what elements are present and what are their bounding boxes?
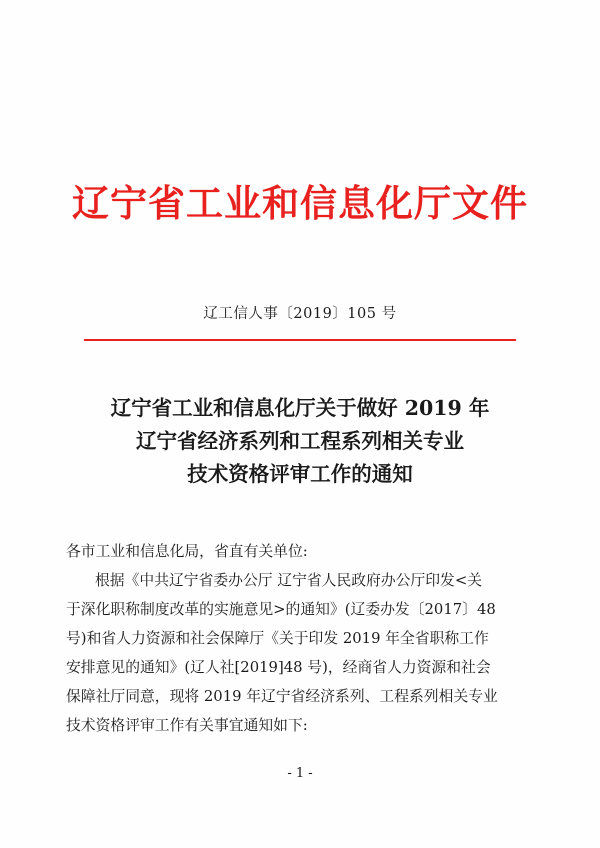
- notice-title: [0, 392, 600, 491]
- paragraph-line: 根据《中共辽宁省委办公厅 辽宁省人民政府办公厅印发<关: [95, 572, 483, 589]
- notice-title-line-3: 技术资格评审工作的通知: [187, 462, 413, 486]
- paragraph-line: 技术资格评审工作有关事宜通知如下:: [66, 717, 308, 734]
- paragraph-line: 保障社厅同意，现将 2019 年辽宁省经济系列、工程系列相关专业: [66, 688, 498, 705]
- red-divider-line: [84, 339, 516, 341]
- notice-title-line-1: 辽宁省工业和信息化厅关于做好 2019 年: [110, 396, 490, 420]
- addressee: 各市工业和信息化局，省直有关单位:: [66, 543, 308, 560]
- paragraph-line: 号)和省人力资源和社会保障厅《关于印发 2019 年全省职称工作: [66, 630, 489, 647]
- masthead-title: 辽宁省工业和信息化厅文件: [72, 181, 528, 225]
- paragraph-line: 于深化职称制度改革的实施意见>的通知》(辽委办发〔2017〕48: [66, 601, 496, 618]
- notice-body: [66, 537, 536, 740]
- paragraph-line: 安排意见的通知》(辽人社[2019]48 号)，经商省人力资源和社会: [66, 659, 491, 676]
- page-number: - 1 -: [287, 766, 313, 781]
- notice-title-line-2: 辽宁省经济系列和工程系列相关专业: [136, 429, 464, 453]
- document-number: 辽工信人事〔2019〕105 号: [203, 306, 397, 322]
